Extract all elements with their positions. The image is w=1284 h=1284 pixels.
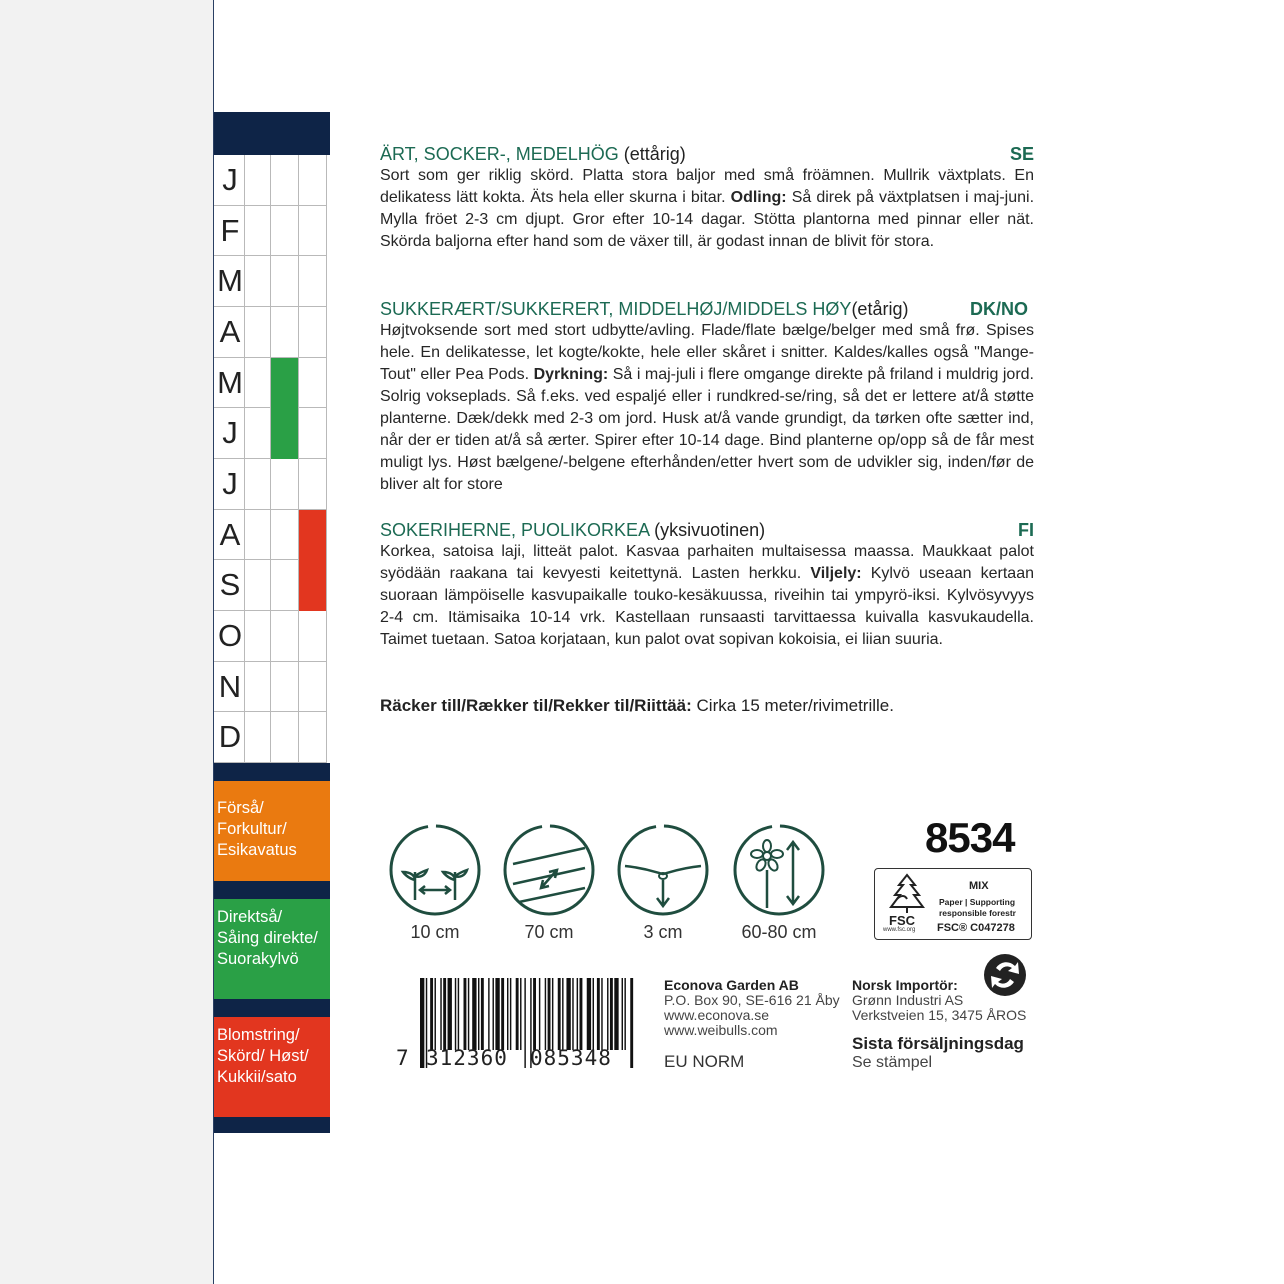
- sowing-amount: Räcker till/Rækker til/Rekker til/Riittää: Cirka 15 meter/rivimetrille.: [380, 696, 894, 715]
- barcode-bar: [493, 978, 494, 1050]
- calendar-month-row: [214, 256, 326, 307]
- barcode-bar: [533, 978, 536, 1050]
- barcode-bar: [468, 978, 469, 1050]
- barcode-bar: [622, 978, 623, 1050]
- barcode-bar: [601, 978, 602, 1050]
- barcode-bar: [448, 978, 452, 1050]
- month-letter: N: [218, 668, 242, 704]
- month-letter: J: [222, 415, 238, 451]
- legend-direct-sowing: Direktså/ Såing direkte/ Suorakylvö: [214, 899, 330, 999]
- month-letter: A: [219, 516, 241, 552]
- row-spacing-icon: [501, 822, 597, 943]
- section-body: Sort som ger riklig skörd. Platta stora baljor med små fröämnen. Mullrik växtplats. En delikatess lätt kokta. Äts hela eller skurna i bitar. Odling: Så direk på växtplatsen i maj-juni. Mylla fröet 2-3 cm djupt. Gror efter 10-14 dagar. Stötta plantorna med pinnar eller nät. Skörda baljorna efter hand som de växer till, är godast innan de blivit för stora.: [380, 167, 1035, 250]
- barcode-bar: [562, 978, 563, 1050]
- calendar-month-row: [214, 662, 326, 713]
- barcode-bar: [443, 978, 446, 1050]
- barcode-bar: [458, 978, 459, 1050]
- barcode-bar: [610, 978, 613, 1050]
- barcode-bar: [524, 978, 525, 1068]
- month-letter: D: [218, 719, 242, 755]
- calendar-separator: [214, 881, 330, 899]
- barcode-bar: [440, 978, 441, 1050]
- barcode-bar: [501, 978, 504, 1050]
- fsc-mix: MIX: [969, 880, 989, 892]
- barcode-bar: [420, 978, 424, 1068]
- month-letter: J: [222, 162, 238, 197]
- calendar-separator: [214, 763, 330, 781]
- month-letter: J: [222, 466, 238, 501]
- barcode-bar: [545, 978, 546, 1050]
- calendar-month-row: [214, 206, 326, 257]
- title-subtitle: (ettårig): [623, 144, 686, 164]
- language-code: FI: [1018, 520, 1034, 540]
- calendar-header-bar: [214, 112, 330, 155]
- barcode-bar: [481, 978, 484, 1050]
- barcode-bar: [464, 978, 467, 1050]
- legend-indoor-sowing: Förså/ Forkultur/ Esikavatus: [214, 781, 330, 881]
- danish-norwegian-section: [380, 298, 1034, 496]
- barcode-bar: [510, 978, 511, 1050]
- fsc-site: www.fsc.org: [883, 927, 916, 933]
- title-subtitle: (etårig): [851, 299, 909, 319]
- fsc-line2: responsible forestr: [939, 908, 1016, 918]
- barcode-bar: [539, 978, 540, 1050]
- sowing-depth-icon: [615, 822, 711, 943]
- section-body: Højtvoksende sort med stort udbytte/avling. Flade/flate bælge/belger med små frø. Spises hele. En delikatesse, let kogte/kokte, hele eller skåret i snitter. Kaldes/kalles også "Mange-Tout" eller Pea Pods. Dyrkning: Så i maj-juli i flere omgange direkte på friland i muldrig jord. Solrig vokseplads. Så f.eks. ved espaljé eller i rundkred-se/ring, så det er lettere at/å støtte planterne. Dæk/dekk med 2-3 om jord. Husk at/å vande grundigt, da tørken ofte sætter ind, når der er tiden at/å så ærter. Spirer efter 10-14 dage. Bind planterne op/opp så de får mest muligt lys. Høst bælgene/-belgene efterhånden/etter hvert som de udvikler sig, inden/før de bliver alt for store: [380, 322, 1035, 493]
- barcode-bar: [488, 978, 489, 1050]
- barcode-bar: [593, 978, 594, 1050]
- title-subtitle: (yksivuotinen): [654, 520, 766, 540]
- company-info: Econova Garden AB P.O. Box 90, SE-616 21 Åby www.econova.se www.weibulls.com: [664, 977, 840, 1038]
- fsc-logo-text: FSC: [889, 913, 915, 928]
- last-sale-date: Sista försäljningsdag Se stämpel: [852, 1034, 1024, 1071]
- finnish-section: [380, 519, 1034, 651]
- calendar-month-row: [214, 408, 326, 459]
- month-letter: A: [219, 314, 241, 349]
- plant-spacing-value: 10 cm: [410, 922, 460, 942]
- barcode-bar: [597, 978, 600, 1050]
- barcode-bar: [566, 978, 570, 1050]
- eu-norm: EU NORM: [664, 1052, 745, 1071]
- barcode-bar: [630, 978, 633, 1068]
- recycle-icon: [982, 952, 1028, 998]
- barcode-bar: [548, 978, 551, 1050]
- harvest-bar: [299, 510, 326, 611]
- row-spacing-value: 70 cm: [524, 922, 574, 942]
- barcode-bar: [552, 978, 553, 1050]
- swedish-section: [380, 143, 1034, 253]
- section-title: [380, 143, 1034, 165]
- barcode-bar: [430, 978, 433, 1050]
- calendar-grid: [214, 155, 330, 763]
- barcode-bar: [478, 978, 479, 1050]
- fsc-code: FSC® C047278: [937, 922, 1015, 934]
- calendar-month-row: [214, 611, 326, 662]
- calendar-month-row: [214, 459, 326, 510]
- plant-height-value: 60-80 cm: [741, 922, 817, 942]
- section-body: Korkea, satoisa laji, litteät palot. Kasvaa parhaiten multaisessa maassa. Maukkaat palot syödään raakana tai kevyesti keitettynä. Lasten herkku. Viljely: Kylvö useaan kertaan suoraan lämpöiselle kasvupaikalle touko-kesäkuussa, riveihin tai ympyrö-iksi. Kylvösyvyys 2-4 cm. Itämisaika 10-14 vrk. Kastellaan runsaasti tarvittaessa kuivalla kasvukaudella. Taimet tuetaan. Satoa korjataan, kun palot ovat sopivan kokoisia, ei liian suuria.: [380, 543, 1034, 648]
- fsc-line1: Paper | Supporting: [939, 897, 1016, 907]
- sowing-depth-value: 3 cm: [643, 922, 683, 942]
- title-text: SUKKERÆRT/SUKKERERT, MIDDELHØJ/MIDDELS HØY: [380, 299, 852, 319]
- language-code: DK/NO: [970, 299, 1028, 319]
- barcode-bar: [455, 978, 456, 1050]
- month-letter: F: [220, 212, 240, 248]
- barcode-bar: [507, 978, 508, 1050]
- month-letter: S: [219, 567, 241, 603]
- month-letter: M: [217, 364, 243, 400]
- barcode-bar: [558, 978, 561, 1050]
- calendar-month-row: [214, 358, 326, 409]
- calendar-month-row: [214, 307, 326, 358]
- barcode-bar: [435, 978, 436, 1050]
- sowing-calendar: [214, 112, 330, 1133]
- section-title: [380, 298, 1034, 320]
- month-letter: O: [217, 618, 243, 653]
- barcode-bar: [614, 978, 618, 1050]
- barcode-bar: [472, 978, 476, 1050]
- title-text: SOKERIHERNE, PUOLIKORKEA: [380, 520, 650, 540]
- section-title: [380, 519, 1034, 541]
- month-letter: M: [217, 263, 243, 299]
- calendar-separator: [214, 999, 330, 1017]
- language-code: SE: [1009, 144, 1034, 164]
- barcode-bar: [495, 978, 499, 1050]
- barcode-bar: [607, 978, 608, 1050]
- barcode-bar: [580, 978, 583, 1050]
- barcode-bar: [587, 978, 591, 1050]
- article-number: 8534: [925, 814, 1015, 861]
- fsc-label: [874, 868, 1032, 940]
- barcode-bar: [577, 978, 578, 1050]
- calendar-month-row: [214, 712, 326, 763]
- barcode-bar: [624, 978, 625, 1050]
- barcode-bar: [520, 978, 521, 1050]
- importer-info: Norsk Importör: Grønn Industri AS Verkstveien 15, 3475 ÅROS: [852, 977, 1027, 1023]
- direct-sowing-bar: [271, 358, 298, 459]
- barcode-bar: [516, 978, 519, 1050]
- title-text: ÄRT, SOCKER-, MEDELHÖG: [380, 144, 619, 164]
- barcode-bar: [572, 978, 573, 1050]
- legend-harvest: Blomstring/ Skörd/ Høst/ Kukkii/sato: [214, 1017, 330, 1117]
- plant-height-icon: [731, 822, 827, 943]
- calendar-footer-bar: [214, 1117, 330, 1133]
- calendar-month-row: [214, 155, 326, 206]
- plant-spacing-icon: [387, 822, 483, 943]
